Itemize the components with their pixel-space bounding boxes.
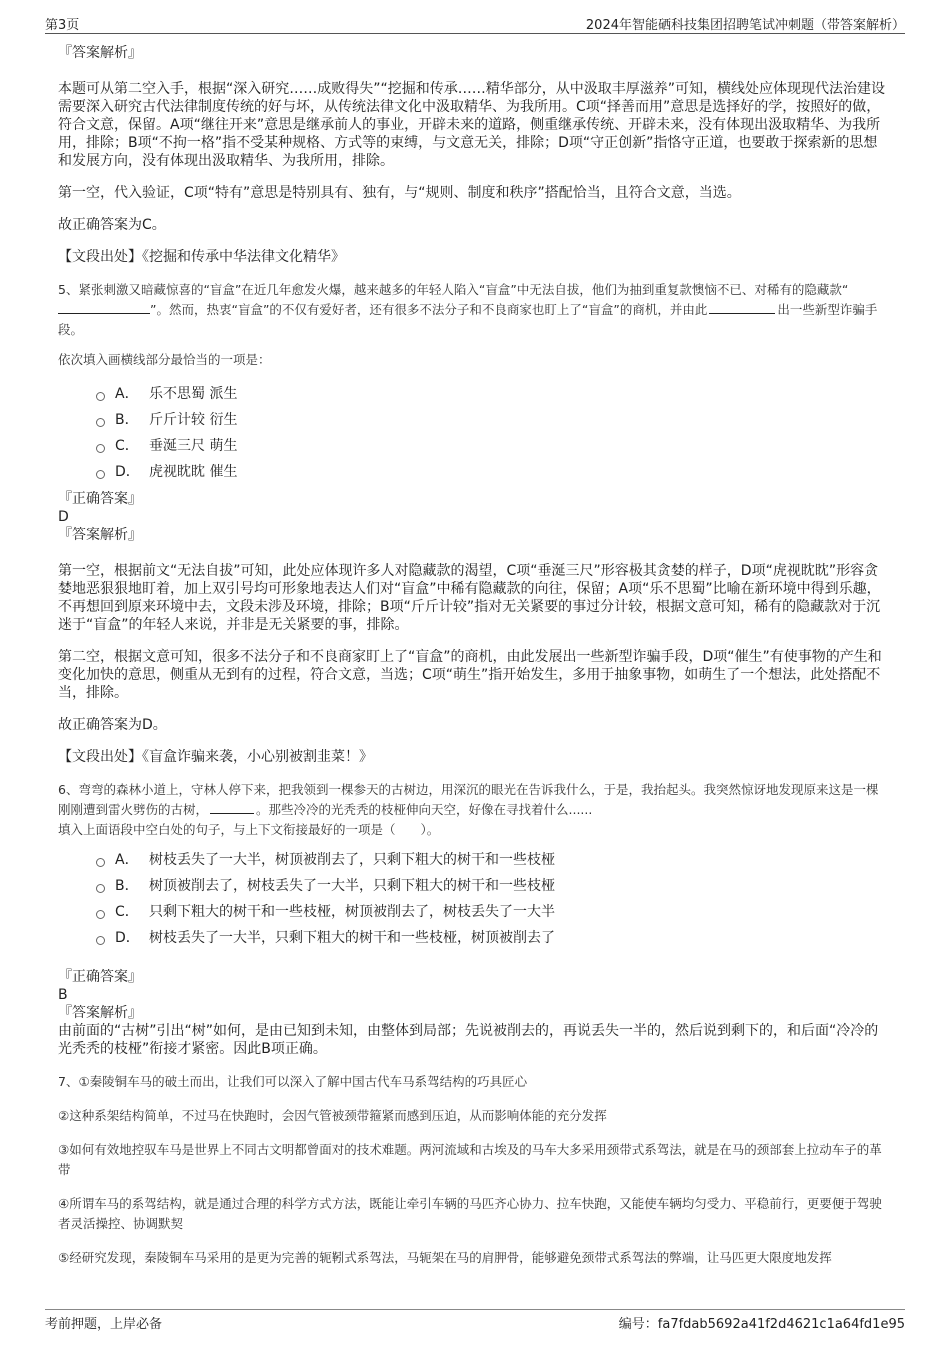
- correct-answer: D: [58, 509, 69, 525]
- option-a[interactable]: A． 乐不思蜀 派生: [96, 380, 890, 406]
- page-number: 第3页: [45, 18, 80, 33]
- document-title: 2024年智能硒科技集团招聘笔试冲刺题（带答案解析）: [585, 18, 905, 33]
- document-id: 编号：fa7fdab5692a41f2d4621c1a64fd1e95: [618, 1317, 905, 1332]
- blank-1: [210, 801, 254, 814]
- page-header: [45, 10, 905, 32]
- correct-answer-label: 『正确答案』: [58, 969, 142, 985]
- analysis-paragraph: 第一空，根据前文“无法自拔”可知，此处应体现许多人对隐藏款的渴望，C项“垂涎三尺”形容极其贪婪的样子，D项“虎视眈眈”形容贪婪地恶狠狠地盯着，加上双引号均可形象地表达人们对“盲盒”中稀有隐藏款的向往，保留；A项“乐不思蜀”比喻在新环境中得到乐趣，不再想回到原来环境中去，文段未涉及环境，排除；B项“斤斤计较”指对无关紧要的事过分计较，根据文意可知，稀有的隐藏款对于沉迷于“盲盒”的年轻人来说，并非是无关紧要的事，排除。: [58, 563, 881, 633]
- radio-icon[interactable]: [96, 858, 105, 867]
- analysis-paragraph: 第一空，代入验证，C项“特有”意思是特别具有、独有，与“规则、制度和秩序”搭配恰当，且符合文意，当选。: [58, 185, 741, 201]
- option-b[interactable]: B． 斤斤计较 衍生: [96, 406, 890, 432]
- analysis-label: 『答案解析』: [58, 527, 142, 543]
- header-divider: [45, 33, 905, 34]
- question-6-stem: 6、弯弯的森林小道上，守林人停下来，把我领到一棵参天的古树边，用深沉的眼光在告诉我什么，于是，我抬起头。我突然惊讶地发现原来这是一棵刚刚遭到雷火劈伤的古树， 。那些冷冷的光秃秃的枝桠伸向天空，好像在寻找着什么......: [58, 782, 879, 817]
- footer-divider: [45, 1309, 905, 1310]
- question-7-sentence: ④所谓车马的系驾结构，就是通过合理的科学方式方法，既能让牵引车辆的马匹齐心协力、拉车快跑，又能使车辆均匀受力、平稳前行，更要便于驾驶者灵活操控、协调默契: [58, 1196, 882, 1231]
- question-5-options: [96, 380, 890, 484]
- radio-icon[interactable]: [96, 444, 105, 453]
- page-footer: [45, 1313, 905, 1333]
- answer-conclusion: 故正确答案为C。: [58, 217, 166, 233]
- source-citation: 【文段出处】《盲盒诈骗来袭，小心别被割韭菜！》: [58, 749, 373, 765]
- question-5-prompt: 依次填入画横线部分最恰当的一项是：: [58, 352, 271, 367]
- option-a[interactable]: A． 树枝丢失了一大半，树顶被削去了，只剩下粗大的树干和一些枝桠: [96, 846, 890, 872]
- option-d[interactable]: D． 虎视眈眈 催生: [96, 458, 890, 484]
- correct-answer-label: 『正确答案』: [58, 491, 142, 507]
- option-b[interactable]: B． 树顶被削去了，树枝丢失了一大半，只剩下粗大的树干和一些枝桠: [96, 872, 890, 898]
- analysis-label: 『答案解析』: [58, 45, 142, 61]
- question-5-stem: 5、紧张刺激又暗藏惊喜的“盲盒”在近几年愈发火爆，越来越多的年轻人陷入“盲盒”中无法自拔，他们为抽到重复款懊恼不已、对稀有的隐藏款“”。然而，热衷“盲盒”的不仅有爱好者，还有很多不法分子和不良商家也盯上了“盲盒”的商机，并由此 出一些新型诈骗手段。: [58, 282, 878, 337]
- radio-icon[interactable]: [96, 910, 105, 919]
- blank-1: [58, 301, 150, 314]
- question-6-options: [96, 846, 890, 950]
- radio-icon[interactable]: [96, 884, 105, 893]
- radio-icon[interactable]: [96, 392, 105, 401]
- question-7-sentence: 7、①秦陵铜车马的破土而出，让我们可以深入了解中国古代车马系驾结构的巧具匠心: [58, 1074, 528, 1089]
- correct-answer: B: [58, 987, 68, 1003]
- option-d[interactable]: D． 树枝丢失了一大半，只剩下粗大的树干和一些枝桠，树顶被削去了: [96, 924, 890, 950]
- question-7-sentence: ③如何有效地控驭车马是世界上不同古文明都曾面对的技术难题。两河流域和古埃及的马车大多采用颈带式系驾法，就是在马的颈部套上拉动车子的革带: [58, 1142, 882, 1177]
- question-7-sentence: ②这种系架结构简单，不过马在快跑时，会因气管被颈带箍紧而感到压迫，从而影响体能的充分发挥: [58, 1108, 607, 1123]
- analysis-paragraph: 由前面的“古树”引出“树”如何，是由已知到未知，由整体到局部；先说被削去的，再说丢失一半的，然后说到剩下的，和后面“冷冷的光秃秃的枝桠”衔接才紧密。因此B项正确。: [58, 1023, 879, 1057]
- radio-icon[interactable]: [96, 418, 105, 427]
- answer-conclusion: 故正确答案为D。: [58, 717, 167, 733]
- analysis-paragraph: 第二空，根据文意可知，很多不法分子和不良商家盯上了“盲盒”的商机，由此发展出一些新型诈骗手段，D项“催生”有使事物的产生和变化加快的意思，侧重从无到有的过程，符合文意，当选；C项“萌生”指开始发生，多用于抽象事物，如萌生了一个想法，此处搭配不当，排除。: [58, 649, 882, 701]
- question-6-prompt: 填入上面语段中空白处的句子，与上下文衔接最好的一项是（ ）。: [58, 822, 440, 837]
- page-content: [58, 44, 890, 1268]
- blank-2: [709, 301, 775, 314]
- analysis-paragraph: 本题可从第二空入手，根据“深入研究……成败得失”“挖掘和传承……精华部分，从中汲取丰厚滋养”可知，横线处应体现现代法治建设需要深入研究古代法律制度传统的好与坏，从传统法律文化中汲取精华、为我所用。C项“择善而用”意思是选择好的学，按照好的做，符合文意，保留。A项“继往开来”意思是继承前人的事业，开辟未来的道路，侧重继承传统、开辟未来，没有体现出汲取精华、为我所用，排除；B项“不拘一格”指不受某种规格、方式等的束缚，与文意无关，排除；D项“守正创新”指恪守正道，也要敢于探索新的思想和发展方向，没有体现出汲取精华、为我所用，排除。: [58, 81, 886, 169]
- footer-slogan: 考前押题，上岸必备: [45, 1317, 163, 1332]
- source-citation: 【文段出处】《挖掘和传承中华法律文化精华》: [58, 249, 345, 265]
- question-7-sentence: ⑤经研究发现，秦陵铜车马采用的是更为完善的轭靷式系驾法，马轭架在马的肩胛骨，能够避免颈带式系驾法的弊端，让马匹更大限度地发挥: [58, 1250, 832, 1265]
- option-c[interactable]: C． 只剩下粗大的树干和一些枝桠，树顶被削去了，树枝丢失了一大半: [96, 898, 890, 924]
- radio-icon[interactable]: [96, 936, 105, 945]
- option-c[interactable]: C． 垂涎三尺 萌生: [96, 432, 890, 458]
- analysis-label: 『答案解析』: [58, 1005, 142, 1021]
- radio-icon[interactable]: [96, 470, 105, 479]
